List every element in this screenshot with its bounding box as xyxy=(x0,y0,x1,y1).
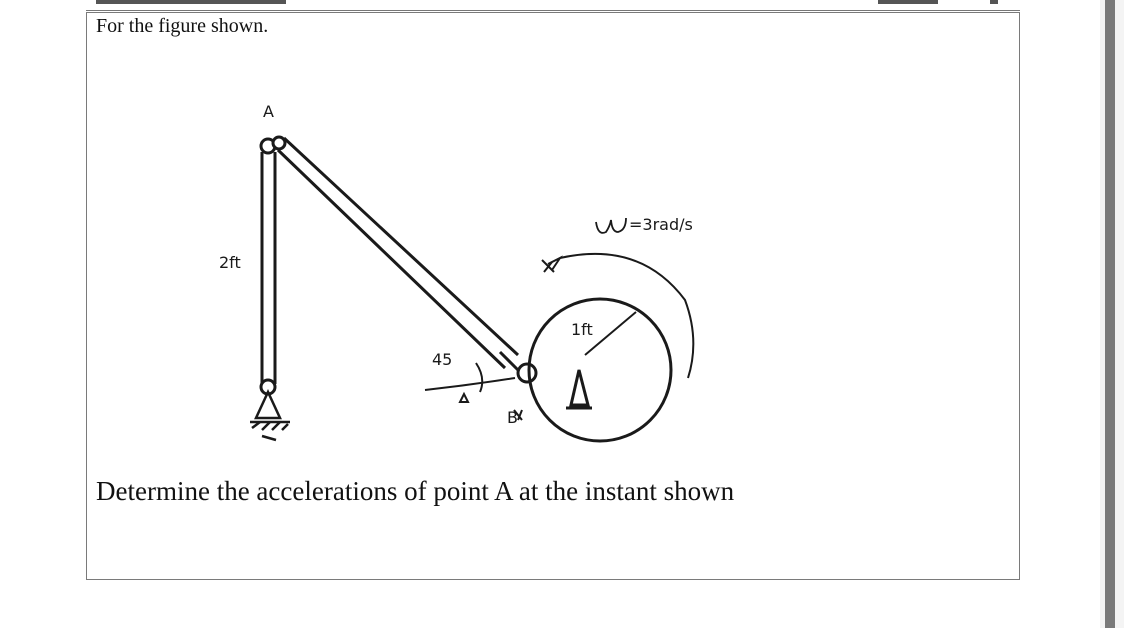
center-support xyxy=(566,370,592,408)
length-label: 2ft xyxy=(219,253,241,272)
vertical-link xyxy=(262,152,275,384)
omega-label: =3rad/s xyxy=(629,215,693,234)
diagonal-link xyxy=(278,138,518,370)
wheel xyxy=(529,299,671,441)
pin-b xyxy=(518,364,536,382)
question-text: Determine the accelerations of point A at the instant shown xyxy=(96,476,735,506)
scrollbar-thumb[interactable] xyxy=(1105,0,1115,628)
point-b-label: B xyxy=(507,408,518,427)
angle-label: 45 xyxy=(432,350,453,369)
omega-icon xyxy=(596,218,626,233)
ground-support xyxy=(250,392,290,440)
radius-label: 1ft xyxy=(571,320,593,339)
pin-a-second xyxy=(273,137,285,149)
intro-text: For the figure shown. xyxy=(96,15,269,37)
point-a-label: A xyxy=(263,102,274,121)
